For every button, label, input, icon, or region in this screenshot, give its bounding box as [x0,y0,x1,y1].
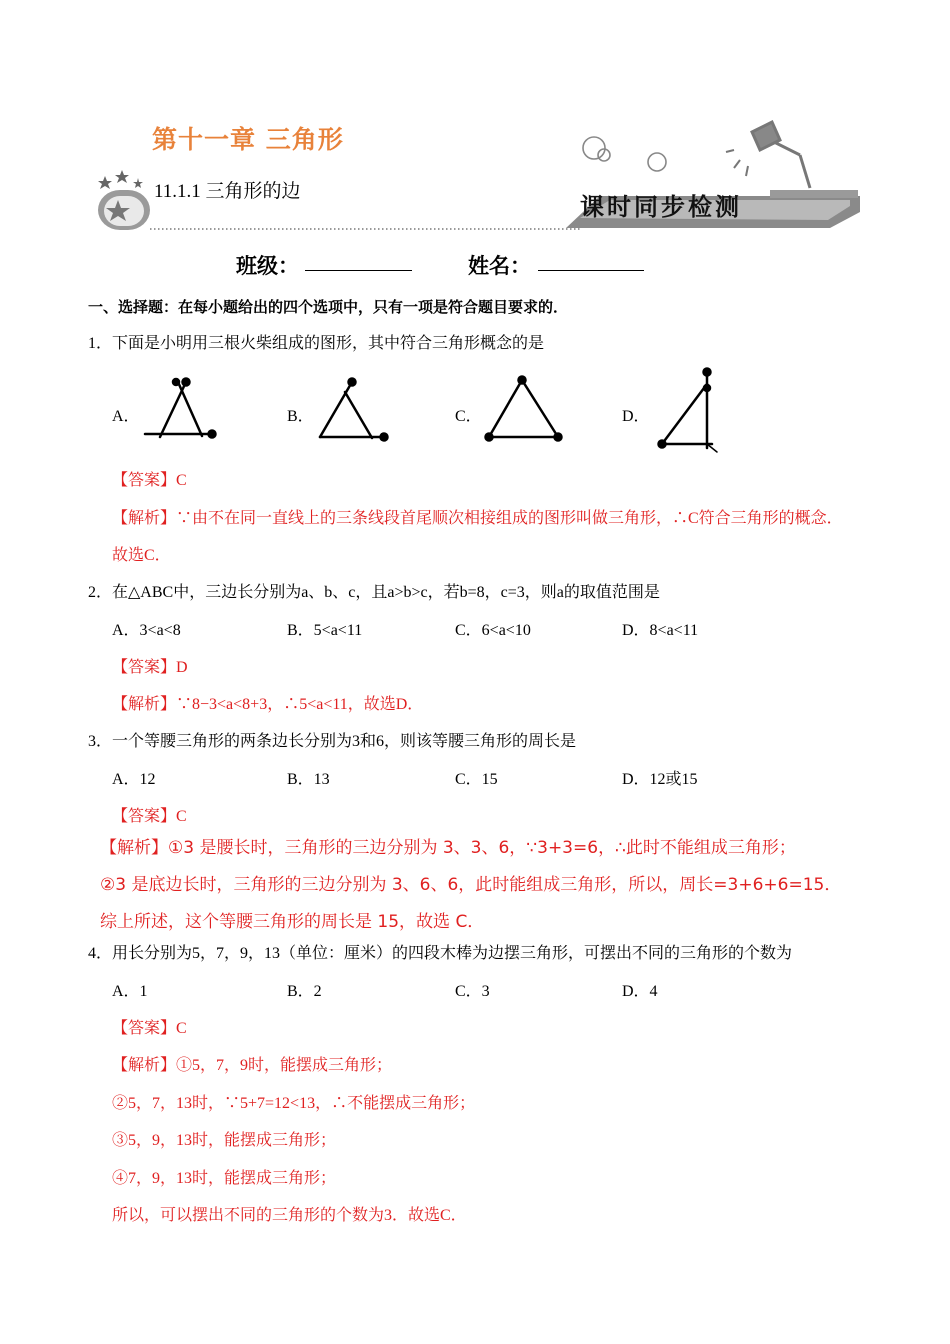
q4-analysis-3: ③5，9，13时，能摆成三角形； [112,1132,337,1149]
figure-d [659,369,718,453]
lamp-icon [726,122,810,188]
q4-analysis-2: ②5，7，13时，∵5+7=12<13，∴不能摆成三角形； [112,1095,476,1112]
header-decoration [0,0,950,240]
q2-analysis: 【解析】∵8−3<a<8+3，∴5<a<11，故选D． [112,696,424,713]
q4-analysis-1: 【解析】①5，7，9时，能摆成三角形； [112,1057,393,1074]
q3-option-a: A．12 [112,771,156,788]
instructions: 一、选择题：在每小题给出的四个选项中，只有一项是符合题目要求的． [88,298,569,316]
q3-option-c: C．15 [455,771,498,788]
q3-option-b: B．13 [287,771,330,788]
q3-answer: 【答案】C [112,808,187,825]
q4-analysis-5: 所以，可以摆出不同的三角形的个数为3．故选C． [112,1207,467,1224]
figure-b [320,379,388,441]
name-label: 姓名： [468,254,531,278]
figure-c [486,377,562,441]
q1-option-a: A． [112,408,140,425]
q4-stem: 4．用长分别为5，7，9，13（单位：厘米）的四段木棒为边摆三角形，可摆出不同的三角形的个数为 [88,945,793,962]
q2-option-c: C．6<a<10 [455,622,531,639]
q3-option-d: D．12或15 [622,771,698,788]
star-badge-icon [98,170,150,230]
q1-analysis: 【解析】∵由不在同一直线上的三条线段首尾顺次相接组成的图形叫做三角形，∴C符合三角形的概念． [112,510,843,527]
q2-option-d: D．8<a<11 [622,622,699,639]
q4-option-d: D．4 [622,983,658,1000]
q2-option-a: A．3<a<8 [112,622,181,639]
banner-label: 课时同步检测 [580,192,742,221]
q3-analysis-3: 综上所述，这个等腰三角形的周长是 15，故选 C． [100,912,485,932]
name-field[interactable] [538,270,644,271]
q3-analysis-1: 【解析】①3 是腰长时，三角形的三边分别为 3、3、6，∵3+3=6，∴此时不能组成三角形； [100,838,796,858]
q4-option-c: C．3 [455,983,490,1000]
q2-stem: 2．在△ABC中，三边长分别为a、b、c，且a>b>c，若b=8，c=3，则a的取值范围是 [88,584,660,601]
class-label: 班级： [236,254,299,278]
section-title: 11.1.1 三角形的边 [154,181,301,202]
class-field[interactable] [305,270,412,271]
q4-option-a: A．1 [112,983,148,1000]
q4-answer: 【答案】C [112,1020,187,1037]
figure-a [145,379,216,438]
q3-stem: 3．一个等腰三角形的两条边长分别为3和6，则该等腰三角形的周长是 [88,733,577,750]
q1-answer: 【答案】C [112,472,187,489]
q1-option-c: C． [455,408,482,425]
q4-analysis-4: ④7，9，13时，能摆成三角形； [112,1170,337,1187]
q4-option-b: B．2 [287,983,322,1000]
chapter-title: 第十一章 三角形 [152,125,344,154]
q1-stem: 1．下面是小明用三根火柴组成的图形，其中符合三角形概念的是 [88,335,545,352]
bubbles-icon [583,137,666,171]
q1-figures [0,360,950,460]
q2-answer: 【答案】D [112,659,188,676]
q1-analysis-conclusion: 故选C． [112,547,171,564]
q3-analysis-2: ②3 是底边长时，三角形的三边分别为 3、6、6，此时能组成三角形，所以，周长=3+6+6=15． [100,875,842,895]
q2-option-b: B．5<a<11 [287,622,363,639]
q1-option-b: B． [287,408,314,425]
q1-option-d: D． [622,408,650,425]
